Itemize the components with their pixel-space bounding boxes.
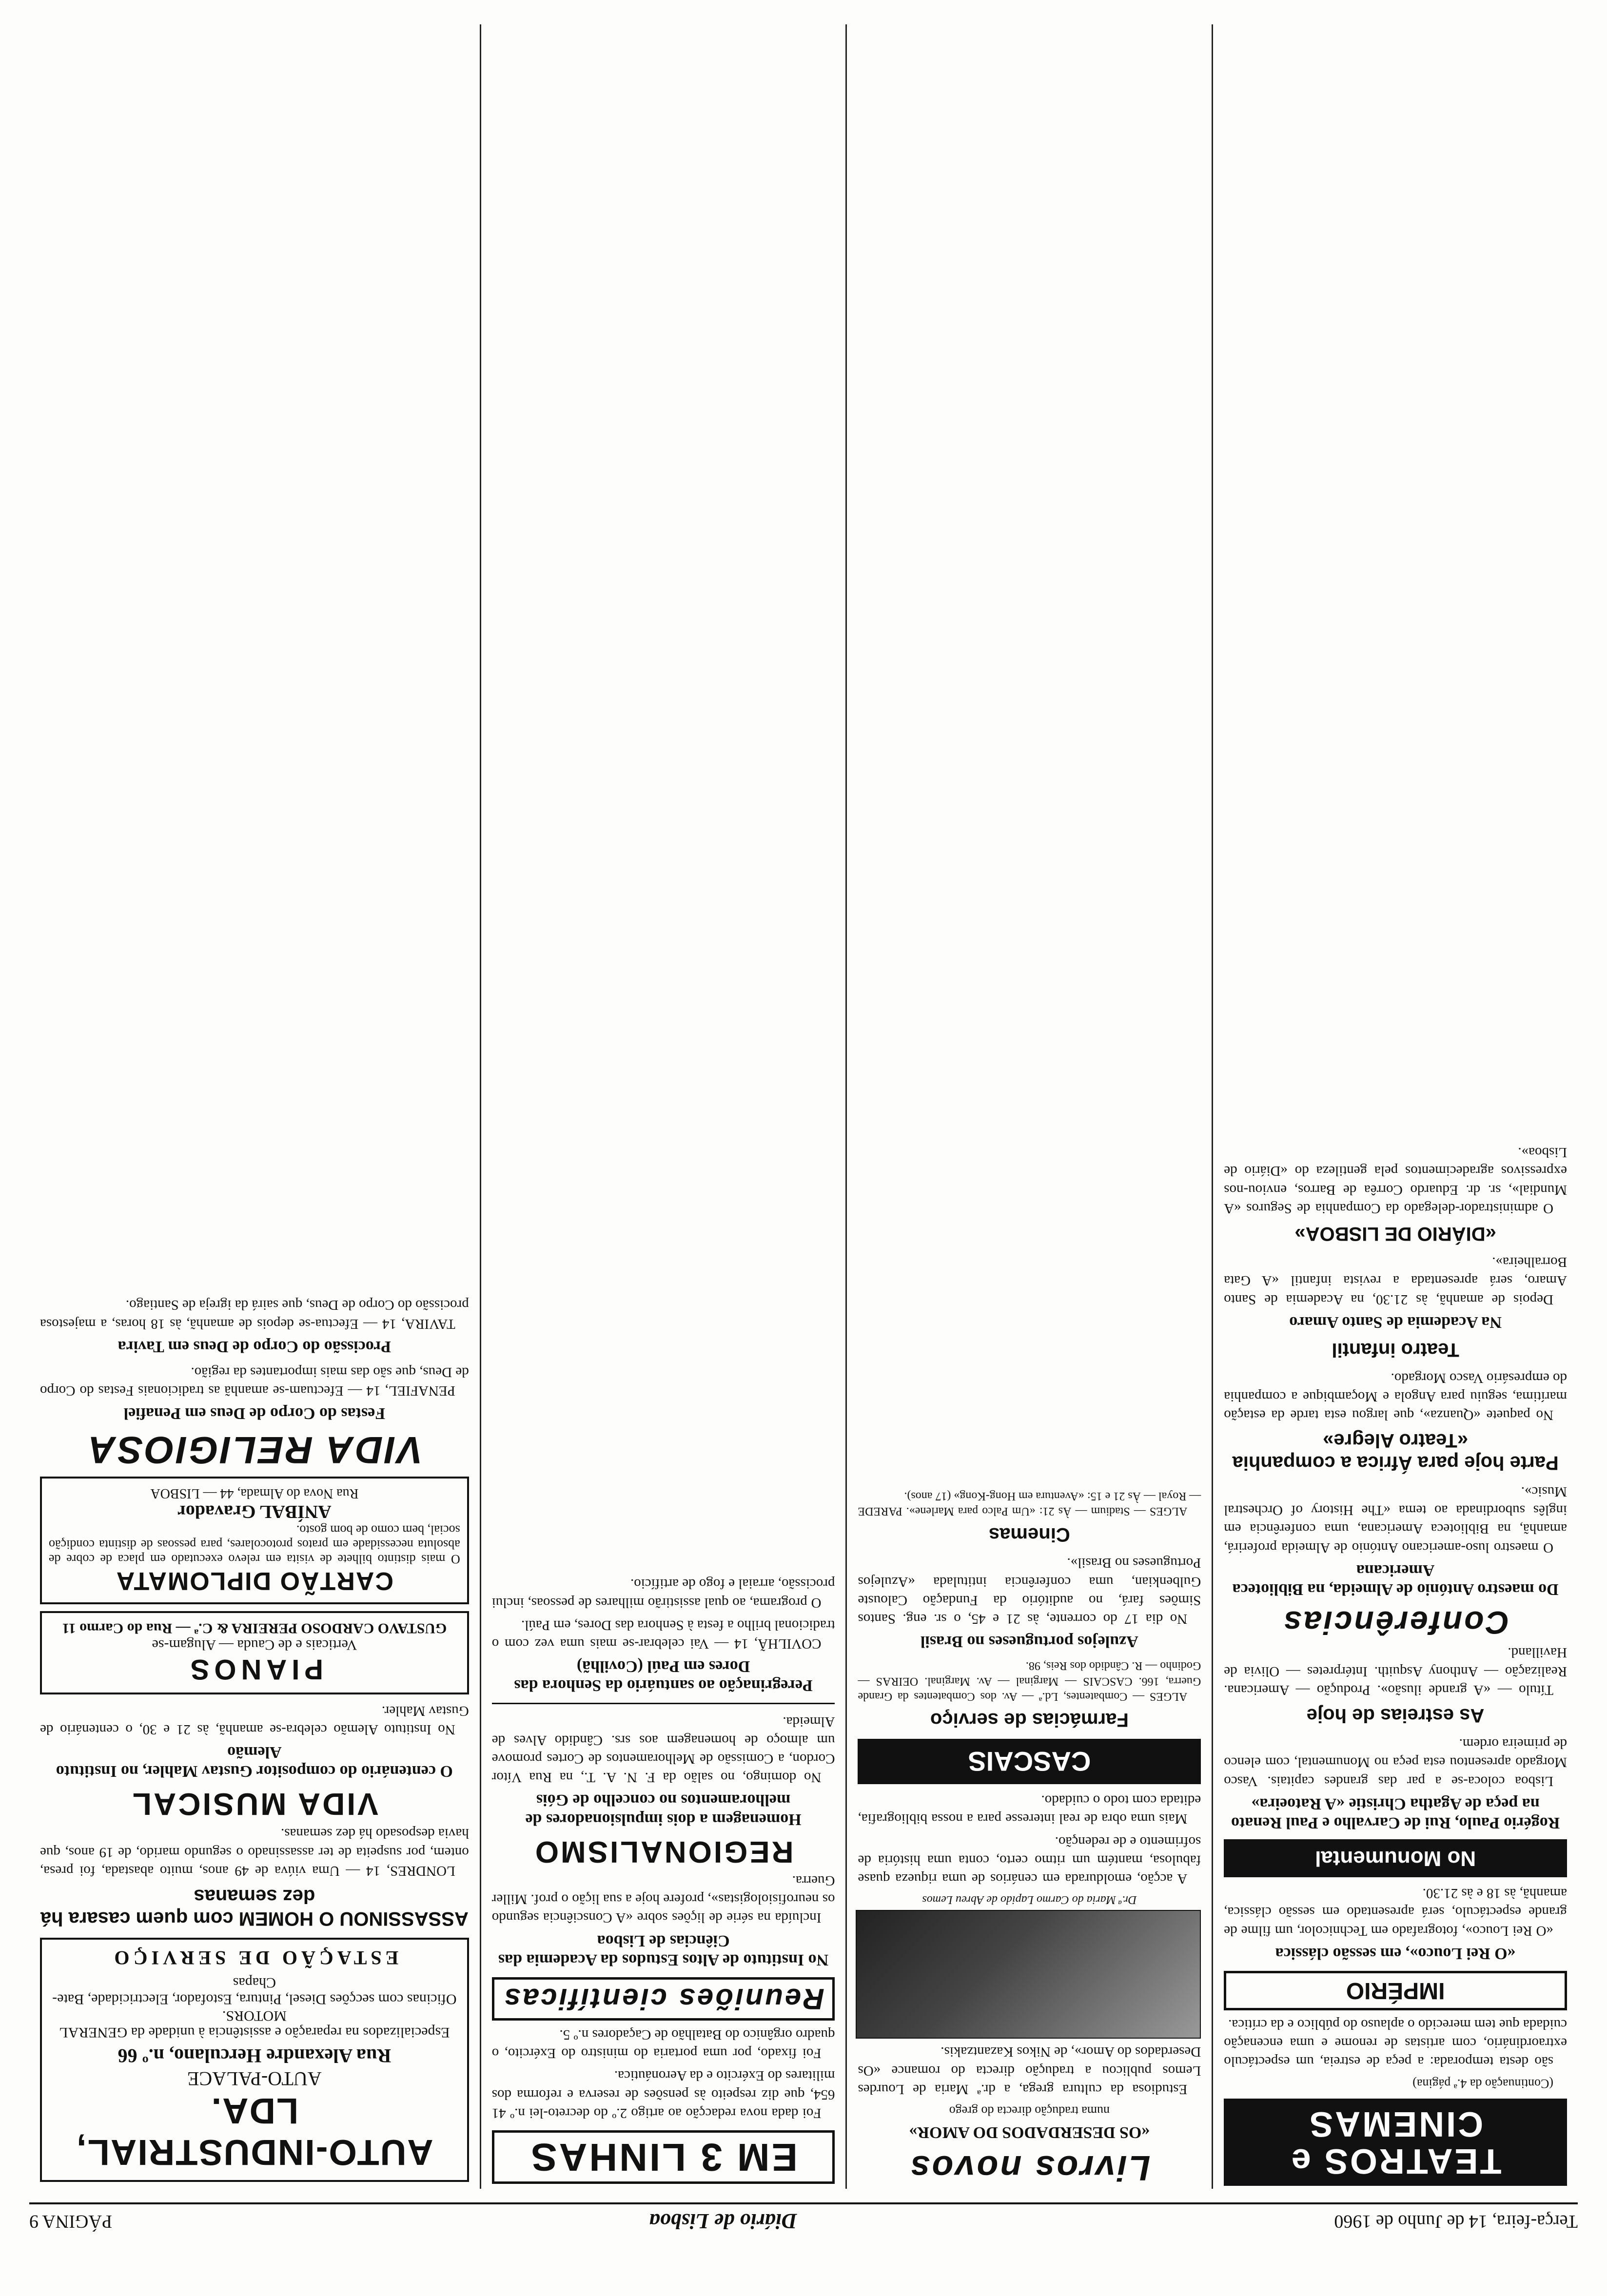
article-text: No paquete «Quanza», que largou esta tarde da estação marítima, seguiu para Angola e Moçambique a companhia do empresário Vasco Morgado.	[1224, 1370, 1567, 1423]
ad-line: ESTAÇÃO DE SERVIÇO	[110, 1947, 399, 1969]
headline: Teatro infantil	[1332, 1339, 1459, 1361]
ad-subname: AUTO-PALACE	[187, 2068, 322, 2090]
article-text: No Instituto Alemão celebra-se amanhã, às 21 e 30, o centenário de Gustav Mahler.	[40, 1703, 469, 1737]
header-date: Terça-feira, 14 de Junho de 1960	[1334, 2211, 1578, 2232]
section-teatros: TEATROS e CINEMAS	[1224, 2099, 1567, 2186]
headline: Na Academia de Santo Amaro	[1289, 1313, 1502, 1331]
headline: Homenagem a dois impulsionadores de melhoramentos no concelho de Góis	[525, 1791, 802, 1829]
headline: Farmácias de serviço	[930, 1709, 1129, 1731]
imperio-box: IMPÉRIO	[1224, 1971, 1567, 2010]
section-reunioes: Reuniões científicas	[492, 1977, 835, 2021]
headline: Do maestro António de Almeida, na Biblioteca Americana	[1232, 1561, 1559, 1598]
headline: «DIÁRIO DE LISBOA»	[1294, 1223, 1496, 1245]
column-science	[480, 24, 846, 2189]
auto-industrial-ad	[40, 1938, 469, 2182]
headline: «O Rei Louco», em sessão clássica	[1275, 1944, 1516, 1963]
photo-caption: Dr.ª Maria do Carmo Lapido de Abreu Lemos	[922, 1893, 1137, 1907]
headline: Rogério Paulo, Rui de Carvalho e Paul Renato na peça de Agatha Christie «A Ratoeira»	[1231, 1794, 1560, 1832]
headline: O centenário do compositor Gustav Mahler, no Instituto Alemão	[56, 1743, 453, 1781]
author-photo	[856, 1910, 1201, 2039]
cartao-title: CARTÃO DIPLOMATA	[115, 1567, 393, 1596]
article-text: «O Rei Louco», fotografado em Technicolor, um filme de grande espectáculo, será apresentado em sessão clássica, amanhã, às 18 e às 21.30.	[1224, 1886, 1567, 1939]
section-vida-religiosa: VIDA RELIGIOSA	[86, 1429, 423, 1472]
headline: Procissão do Corpo de Deus em Tavira	[118, 1337, 392, 1356]
headline: «OS DESERDADOS DO AMOR»	[909, 2123, 1150, 2142]
cascais-logo: CASCAIS	[858, 1739, 1201, 1784]
article-text: No dia 17 do corrente, às 21 e 45, o sr. eng. Santos Simões fará, no auditório da Fundação Calouste Gulbenkian, uma conferência intitulada «Azulejos Portugueses no Brasil».	[858, 1555, 1201, 1627]
headline: No Instituto de Altos Estudos da Academia das Ciências de Lisboa	[498, 1931, 829, 1969]
headline: Azulejos portugueses no Brasil	[920, 1633, 1138, 1651]
headline: Peregrinação ao santuário da Senhora das Dores em Paúl (Covilhã)	[514, 1657, 813, 1695]
header-title: Diário de Lisboa	[649, 2209, 797, 2234]
article-text: Depois de amanhã, às 21.30, na Academia de Santo Amaro, será apresentada a revista infantil «A Gata Borralheira».	[1224, 1254, 1567, 1307]
article-text: COVILHÃ, 14 — Vai celebrar-se mais uma vez com o tradicional brilho a festa à Senhora das Dores, em Paúl.	[491, 1617, 835, 1652]
headline: Parte hoje para África a companhia «Teatro Alegre»	[1232, 1430, 1559, 1474]
divider	[492, 1703, 835, 1704]
pianos-shop: GUSTAVO CARDOSO PEREIRA & C.ª — Rua do Carmo 11	[62, 1620, 447, 1637]
cartao-text: O mais distinto bilhete de visita em relevo executado em placa de cobre de absoluta necessidade em pratos protocolares, para pessoas de distinta condição social, bem como de bom gosto.	[49, 1523, 460, 1567]
article-text: O maestro luso-americano António de Almeida proferirá, amanhã, na Biblioteca Americana, uma conferência em inglês subordinada ao tema «The History of Orchestral Music».	[1224, 1483, 1567, 1556]
pianos-ad	[40, 1611, 469, 1694]
ad-address: Rua Alexandre Herculano, n.º 66	[118, 2045, 392, 2067]
article-text: Lisboa coloca-se a par das grandes capitais. Vasco Morgado apresentou esta peça no Monumental, com elenco de primeira ordem.	[1224, 1736, 1567, 1789]
article-text: Título — «A grande ilusão». Produção — Americana. Realização — Anthony Asquith. Intérpretes — Olivia de Havilland.	[1224, 1645, 1567, 1698]
headline: Cinemas	[988, 1524, 1070, 1546]
anibal-name: ANÍBAL Gravador	[177, 1501, 332, 1522]
subheadline: numa tradução directa do grego	[949, 2104, 1110, 2119]
ad-company-name: AUTO-INDUSTRIAL, LDA.	[76, 2091, 433, 2173]
article-text: PENAFIEL, 14 — Efectuam-se amanhã as tradicionais Festas do Corpo de Deus, que são das mais importantes da região.	[40, 1364, 469, 1399]
headline: As estreias de hoje	[1306, 1704, 1485, 1726]
section-conferencias: Conferências	[1282, 1605, 1509, 1641]
column-theatres	[1212, 24, 1578, 2189]
continuation-note: (Continuação da 4.ª página)	[1412, 2076, 1553, 2091]
article-text: Estudiosa da cultura grega, a dr.ª Maria de Lourdes Lemos publicou a tradução directa do romance «Os Deserdados do Amor», de Nikos Kazantzakis.	[858, 2044, 1201, 2097]
article-text: A acção, emoldurada em cenários de uma riqueza quase fabulosa, mantém um ritmo certo, conta uma história de sofrimento e de redenção.	[858, 1833, 1201, 1887]
column-books	[845, 24, 1212, 2189]
section-livros: Livros novos	[908, 2148, 1151, 2187]
article-text: Foi dada nova redacção ao artigo 2.º do decreto-lei n.º 41 654, que diz respeito às pensões de reserva e reforma dos militares do Exército e da Aeronáutica.	[491, 2068, 835, 2121]
ad-line: Especializados na reparação e assistência à unidade da GENERAL MOTORS.	[59, 2008, 450, 2041]
headline: Festas do Corpo de Deus em Penafiel	[123, 1404, 386, 1423]
article-text: O programa, ao qual assistirão milhares de pessoas, inclui procissão, arraial e fogo de artifício.	[491, 1576, 835, 1611]
article-text: são desta temporada: a peça de estreia, um espectáculo extraordinário, com artistas de renome e uma encenação cuidada que tem merecido o aplauso do público e da crítica.	[1224, 2016, 1567, 2070]
section-regionalismo: REGIONALISMO	[533, 1834, 794, 1868]
pharmacy-list: ALGES — Combatentes, Ld.ª — Av. dos Combatentes da Grande Guerra, 166. CASCAIS — Marginal — Av. Marginal. OEIRAS — Godinho — R. Cândido dos Reis, 98.	[858, 1659, 1201, 1703]
page-header	[29, 2202, 1578, 2238]
article-text: Incluída na série de lições sobre «A Consciência segundo os neurofisiologistas», profere hoje a sua lição o prof. Miller Guerra.	[491, 1872, 835, 1926]
pianos-sub: Verticais e de Cauda — Alugam-se	[152, 1637, 357, 1654]
article-text: O administrador-delegado da Companhia de Seguros «A Mundial», sr. dr. Eduardo Corrêa de Barros, enviou-nos expressivos agradecimentos pela gentileza do «Diário de Lisboa».	[1224, 1145, 1567, 1216]
article-text: TAVIRA, 14 — Efectua-se depois de amanhã, às 18 horas, a majestosa procissão do Corpo de Deus, que sairá da igreja de Santiago.	[40, 1297, 469, 1332]
anibal-address: Rua Nova do Almada, 44 — LISBOA	[150, 1486, 359, 1501]
column-news	[29, 24, 480, 2189]
monumental-banner: No Monumental	[1224, 1839, 1567, 1877]
article-text: No domingo, no salão da F. N. A. T., na Rua Vítor Cordon, a Comissão de Melhoramentos de Cortes promove um almoço de homenagem aos srs. Cândido Alves de Almeida.	[491, 1713, 835, 1786]
ad-line: Oficinas com secções Diesel, Pintura, Estofador, Electricidade, Bate-Chapas	[52, 1975, 457, 2007]
article-text: LONDRES, 14 — Uma viúva de 49 anos, muito abastada, foi presa, ontem, por suspeita de ter assassinado o segundo marido, de 19 anos, que havia desposado há dez semanas.	[40, 1826, 469, 1879]
cartao-ad	[40, 1477, 469, 1604]
section-vida-musical: VIDA MUSICAL	[130, 1787, 378, 1822]
section-em-3-linhas: EM 3 LINHAS	[492, 2130, 835, 2184]
columns	[29, 24, 1578, 2189]
article-text: Foi fixado, por uma portaria do ministro do Exército, o quadro orgânico do Batalhão de Caçadores n.º 5.	[491, 2026, 835, 2062]
header-page-number: PÁGINA 9	[29, 2211, 112, 2232]
pianos-title: PIANOS	[185, 1654, 324, 1686]
headline: ASSASSINOU O HOMEM com quem casara há dez semanas	[40, 1886, 469, 1929]
cinema-list: ALGES — Stadium — Às 21: «Um Palco para Marlene». PAREDE — Royal — Às 21 e 15: «Aventura em Hong-Kong» (17 anos).	[858, 1489, 1201, 1518]
article-text: Mais uma obra de real interesse para a nossa bibliografia, editada com todo o cuidado.	[858, 1792, 1201, 1827]
